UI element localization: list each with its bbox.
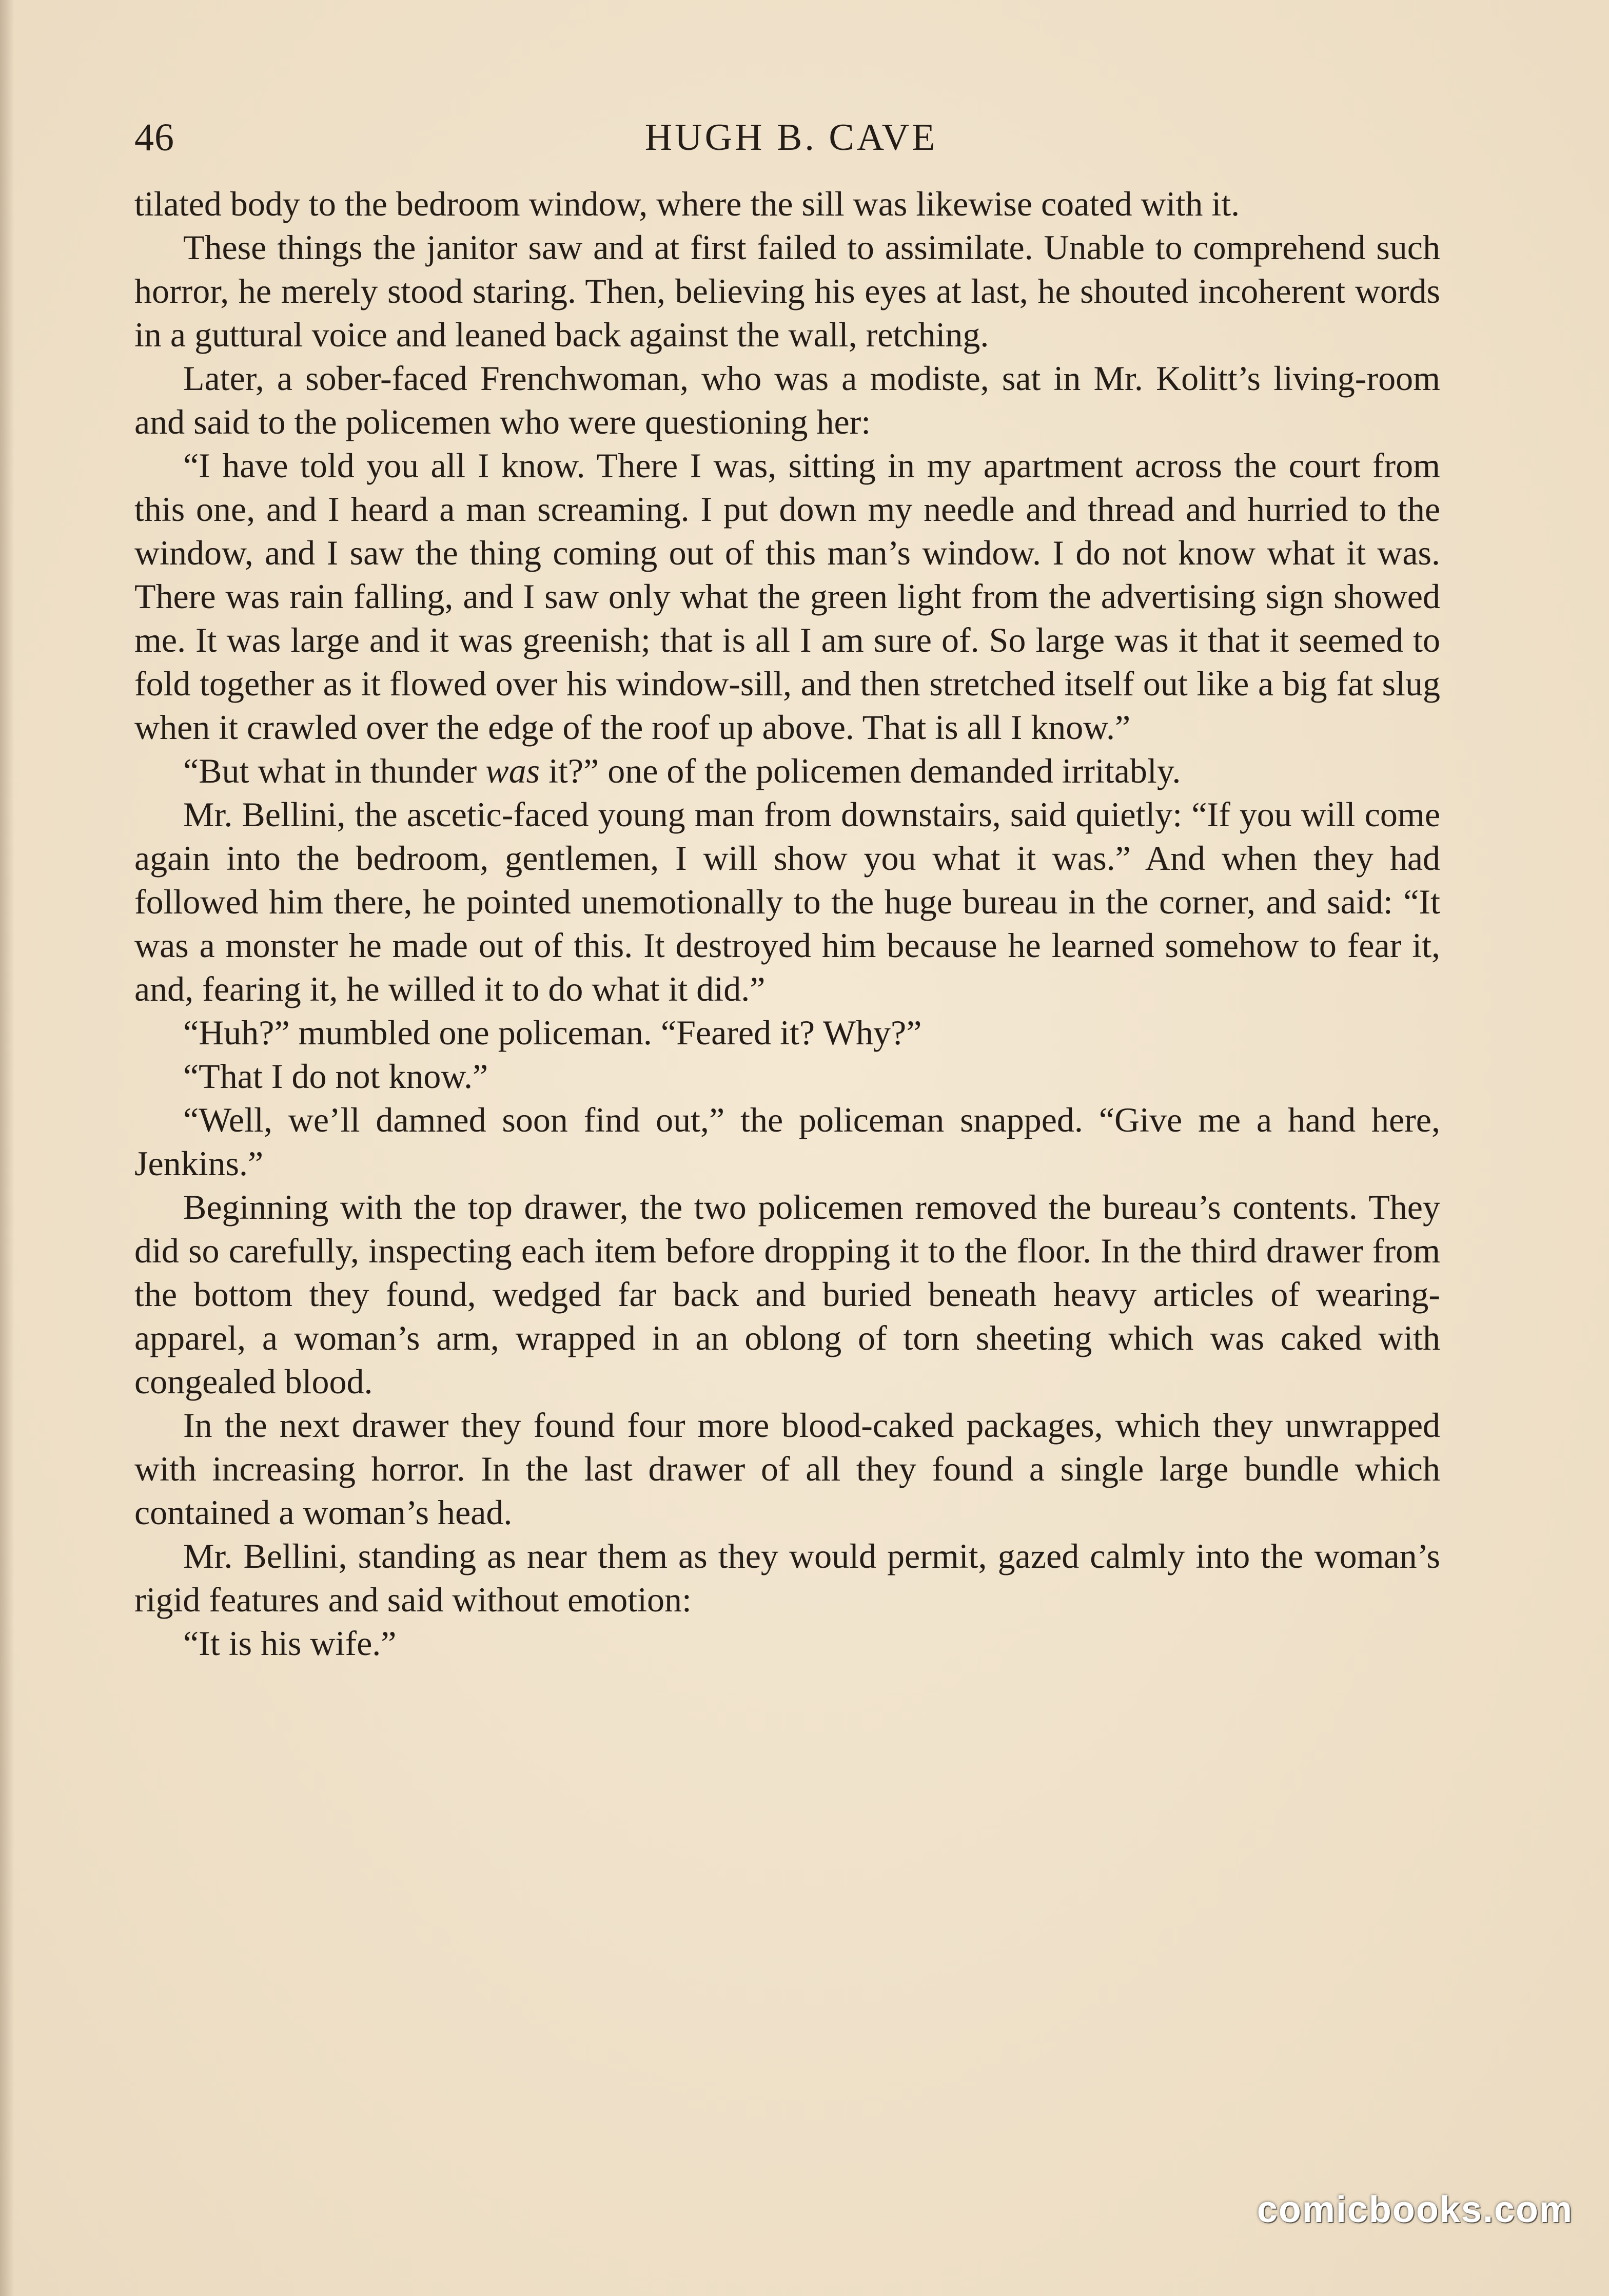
paragraph: These things the janitor saw and at first failed to assimilate. Unable to comprehend such horror, he merely stood staring. Then, believing his eyes at last, he shouted incoherent words in a guttural voice and leaned back against the wall, retching. — [134, 228, 1440, 354]
paragraph: Mr. Bellini, the ascetic-faced young man from downstairs, said quietly: “If you will come again into the bedroom, gentlemen, I will show you what it was.” And when they had followed him there, he pointed unemotionally to the huge bureau in the corner, and said: “It was a monster he made out of this. It destroyed him because he learned somehow to fear it, and, fearing it, he willed it to do what it did.” — [134, 795, 1440, 1008]
watermark: comicbooks.com — [1257, 2189, 1573, 2230]
page-number: 46 — [134, 116, 174, 159]
paragraph-text: “But what in thunder — [183, 751, 486, 790]
page-edge-shadow — [0, 0, 14, 2296]
running-head: HUGH B. CAVE — [644, 116, 938, 159]
paragraph-text: it?” one of the policemen demanded irritably. — [540, 751, 1181, 790]
paragraph: “It is his wife.” — [183, 1624, 397, 1663]
paragraph: “That I do not know.” — [183, 1057, 488, 1096]
paragraph: “Huh?” mumbled one policeman. “Feared it? Why?” — [183, 1013, 922, 1052]
paragraph: Beginning with the top drawer, the two policemen removed the bureau’s contents. They did so carefully, inspecting each item before dropping it to the floor. In the third drawer from the bottom they found, wedged far back and buried beneath heavy articles of wearing-apparel, a woman’s arm, wrapped in an oblong of torn sheeting which was caked with congealed blood. — [134, 1188, 1440, 1401]
paragraph: tilated body to the bedroom window, where the sill was likewise coated with it. — [134, 184, 1240, 223]
paragraph: Mr. Bellini, standing as near them as they would permit, gazed calmly into the woman’s rigid features and said without emotion: — [134, 1536, 1440, 1619]
paragraph: Later, a sober-faced Frenchwoman, who was a modiste, sat in Mr. Kolitt’s living-room and said to the policemen who were questioning her: — [134, 359, 1440, 441]
paragraph: In the next drawer they found four more blood-caked packages, which they unwrapped with increasing horror. In the last drawer of all they found a single large bundle which contained a woman’s head. — [134, 1406, 1440, 1532]
paragraph: “I have told you all I know. There I was, sitting in my apartment across the court from this one, and I heard a man screaming. I put down my needle and thread and hurried to the window, and I saw the thing coming out of this man’s window. I do not know what it was. There was rain falling, and I saw only what the green light from the advertising sign showed me. It was large and it was greenish; that is all I am sure of. So large was it that it seemed to fold together as it flowed over his window-sill, and then stretched itself out like a big fat slug when it crawled over the edge of the roof up above. That is all I know.” — [134, 446, 1440, 747]
paragraph — [134, 749, 1440, 793]
page-header — [134, 112, 1448, 163]
paragraph: “Well, we’ll damned soon find out,” the policeman snapped. “Give me a hand here, Jenkins.” — [134, 1100, 1440, 1183]
emphasized-word: was — [485, 751, 540, 790]
body-text — [134, 182, 1440, 1665]
